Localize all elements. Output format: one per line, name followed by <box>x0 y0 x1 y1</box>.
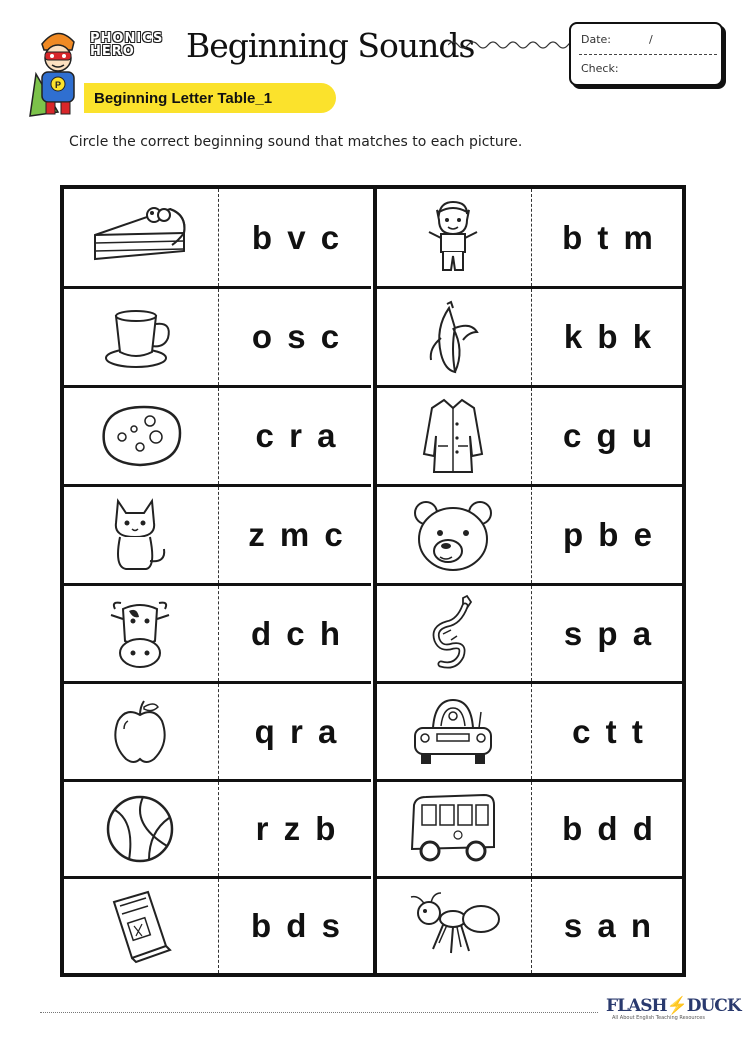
brand-part-1: FLASH <box>606 996 667 1016</box>
book-icon <box>64 879 216 973</box>
cell-divider <box>218 189 219 286</box>
taxi-icon <box>377 684 529 779</box>
table-row <box>377 876 682 973</box>
beginning-letter-table <box>60 185 686 977</box>
cake-slice-icon <box>64 189 216 286</box>
cow-icon <box>64 586 216 681</box>
brand-part-2: DUCK <box>686 996 741 1016</box>
letter-choices[interactable]: k b k <box>563 318 652 355</box>
bolt-icon: ⚡ <box>666 996 687 1016</box>
check-label: Check: <box>581 62 619 75</box>
cell-divider <box>531 289 532 385</box>
cell-divider <box>218 388 219 484</box>
letter-choices[interactable]: q r a <box>254 712 337 750</box>
cup-icon <box>64 289 216 385</box>
table-row <box>377 189 682 286</box>
letter-choices[interactable]: p b e <box>562 516 652 553</box>
table-row <box>377 385 682 484</box>
worksheet-subtitle: Beginning Letter Table_1 <box>94 90 273 107</box>
letter-choices[interactable]: b t m <box>562 218 653 256</box>
letter-choices[interactable]: b d s <box>250 907 340 944</box>
page-title: Beginning Sounds <box>186 26 475 65</box>
cat-icon <box>64 487 216 583</box>
footer-divider <box>40 1012 598 1013</box>
cell-divider <box>531 879 532 973</box>
table-row <box>64 779 371 876</box>
table-row <box>64 385 371 484</box>
bus-icon <box>377 782 529 876</box>
table-row <box>64 484 371 583</box>
bear-icon <box>377 487 529 583</box>
letter-choices[interactable]: s a n <box>563 907 652 944</box>
table-row <box>64 681 371 779</box>
table-row <box>377 583 682 681</box>
date-check-box <box>569 22 723 86</box>
squiggle-divider <box>448 38 572 52</box>
boy-icon <box>377 189 529 286</box>
cell-divider <box>531 586 532 681</box>
coat-icon <box>377 388 529 484</box>
letter-choices[interactable]: c t t <box>572 712 643 750</box>
brand-tagline: All About English Teaching Resources <box>612 1015 705 1021</box>
cell-divider <box>218 684 219 779</box>
svg-text:P: P <box>55 80 62 90</box>
snake-icon <box>377 586 529 681</box>
ball-icon <box>64 782 216 876</box>
letter-choices[interactable]: r z b <box>255 810 336 847</box>
flashduck-logo <box>606 996 741 1016</box>
table-row <box>64 286 371 385</box>
table-row <box>64 876 371 973</box>
table-column-right <box>377 189 682 973</box>
letter-choices[interactable]: b v c <box>251 218 340 256</box>
ant-icon <box>377 879 529 973</box>
cell-divider <box>218 782 219 876</box>
table-row <box>377 484 682 583</box>
letter-choices[interactable]: d c h <box>250 614 340 652</box>
cell-divider <box>531 189 532 286</box>
date-slash: / <box>649 33 653 46</box>
phonics-hero-mascot-icon <box>28 24 86 118</box>
letter-choices[interactable]: c g u <box>562 417 652 454</box>
cell-divider <box>218 586 219 681</box>
banana-icon <box>377 289 529 385</box>
letter-choices[interactable]: o s c <box>251 318 340 355</box>
letter-choices[interactable]: c r a <box>255 417 336 454</box>
cell-divider <box>531 782 532 876</box>
cell-divider <box>218 487 219 583</box>
cell-divider <box>218 879 219 973</box>
letter-choices[interactable]: b d d <box>562 810 653 847</box>
apple-icon <box>64 684 216 779</box>
logo-line-1: PHONICS <box>90 31 164 46</box>
cell-divider <box>531 487 532 583</box>
cookie-icon <box>64 388 216 484</box>
instruction-text: Circle the correct beginning sound that matches to each picture. <box>69 134 523 150</box>
phonics-hero-logo <box>90 32 163 58</box>
table-row <box>64 189 371 286</box>
table-row <box>377 286 682 385</box>
table-column-left <box>64 189 371 973</box>
date-label: Date: <box>581 33 611 46</box>
cell-divider <box>531 388 532 484</box>
logo-line-2: HERO <box>90 44 135 59</box>
cell-divider <box>531 684 532 779</box>
table-row <box>64 583 371 681</box>
table-row <box>377 681 682 779</box>
letter-choices[interactable]: z m c <box>248 516 343 553</box>
letter-choices[interactable]: s p a <box>563 614 652 652</box>
date-divider <box>579 54 717 55</box>
cell-divider <box>218 289 219 385</box>
table-row <box>377 779 682 876</box>
